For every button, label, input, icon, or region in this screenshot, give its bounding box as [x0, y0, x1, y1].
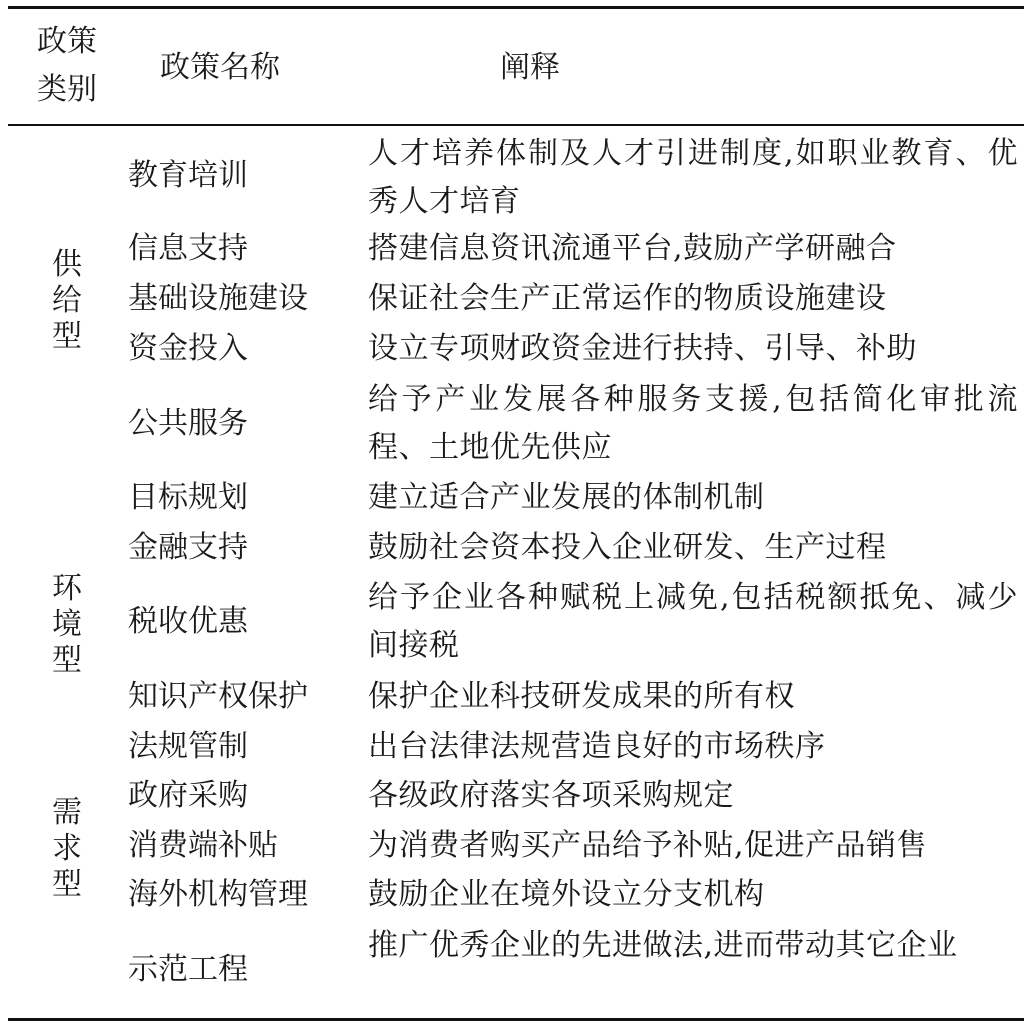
policy-description-cell: 鼓励企业在境外设立分支机构 [368, 877, 765, 912]
policy-name-cell: 示范工程 [128, 952, 248, 987]
policy-description-cell: 鼓励社会资本投入企业研发、生产过程 [368, 530, 887, 565]
policy-description-cell: 各级政府落实各项采购规定 [368, 778, 734, 813]
policy-name-cell: 税收优惠 [128, 604, 248, 639]
policy-name-cell: 海外机构管理 [128, 877, 308, 912]
table-header-rule [8, 124, 1024, 126]
policy-name-cell: 政府采购 [128, 778, 248, 813]
header-category: 政策类别 [37, 24, 97, 107]
policy-description-cell: 给予产业发展各种服务支援,包括简化审批流程、土地优先供应 [368, 382, 1018, 465]
policy-description-cell: 为消费者购买产品给予补贴,促进产品销售 [368, 828, 928, 863]
policy-name-cell: 法规管制 [128, 729, 248, 764]
policy-description-cell: 人才培养体制及人才引进制度,如职业教育、优秀人才培育 [368, 136, 1018, 219]
policy-description-cell: 推广优秀企业的先进做法,进而带动其它企业 [368, 928, 958, 963]
policy-name-cell: 信息支持 [128, 231, 248, 266]
policy-description-cell: 给予企业各种赋税上减免,包括税额抵免、减少间接税 [368, 580, 1018, 663]
policy-name-cell: 基础设施建设 [128, 281, 308, 316]
policy-name-cell: 金融支持 [128, 530, 248, 565]
policy-name-cell: 知识产权保护 [128, 679, 308, 714]
policy-name-cell: 资金投入 [128, 331, 248, 366]
policy-name-cell: 公共服务 [128, 406, 248, 441]
header-description: 阐释 [500, 50, 560, 85]
policy-name-cell: 教育培训 [128, 158, 248, 193]
policy-description-cell: 搭建信息资讯流通平台,鼓励产学研融合 [368, 231, 897, 266]
policy-description-cell: 保证社会生产正常运作的物质设施建设 [368, 281, 887, 316]
policy-name-cell: 消费端补贴 [128, 828, 278, 863]
policy-description-cell: 建立适合产业发展的体制机制 [368, 480, 765, 515]
group-label-demand: 需求型 [52, 795, 82, 902]
group-label-supply: 供给型 [52, 247, 82, 354]
table-bottom-rule [8, 1018, 1024, 1021]
group-label-environment: 环境型 [52, 571, 82, 678]
policy-description-cell: 出台法律法规营造良好的市场秩序 [368, 729, 826, 764]
policy-description-cell: 保护企业科技研发成果的所有权 [368, 679, 795, 714]
policy-description-cell: 设立专项财政资金进行扶持、引导、补助 [368, 331, 917, 366]
table-top-rule [8, 6, 1024, 9]
header-policy-name: 政策名称 [160, 50, 280, 85]
policy-name-cell: 目标规划 [128, 480, 248, 515]
